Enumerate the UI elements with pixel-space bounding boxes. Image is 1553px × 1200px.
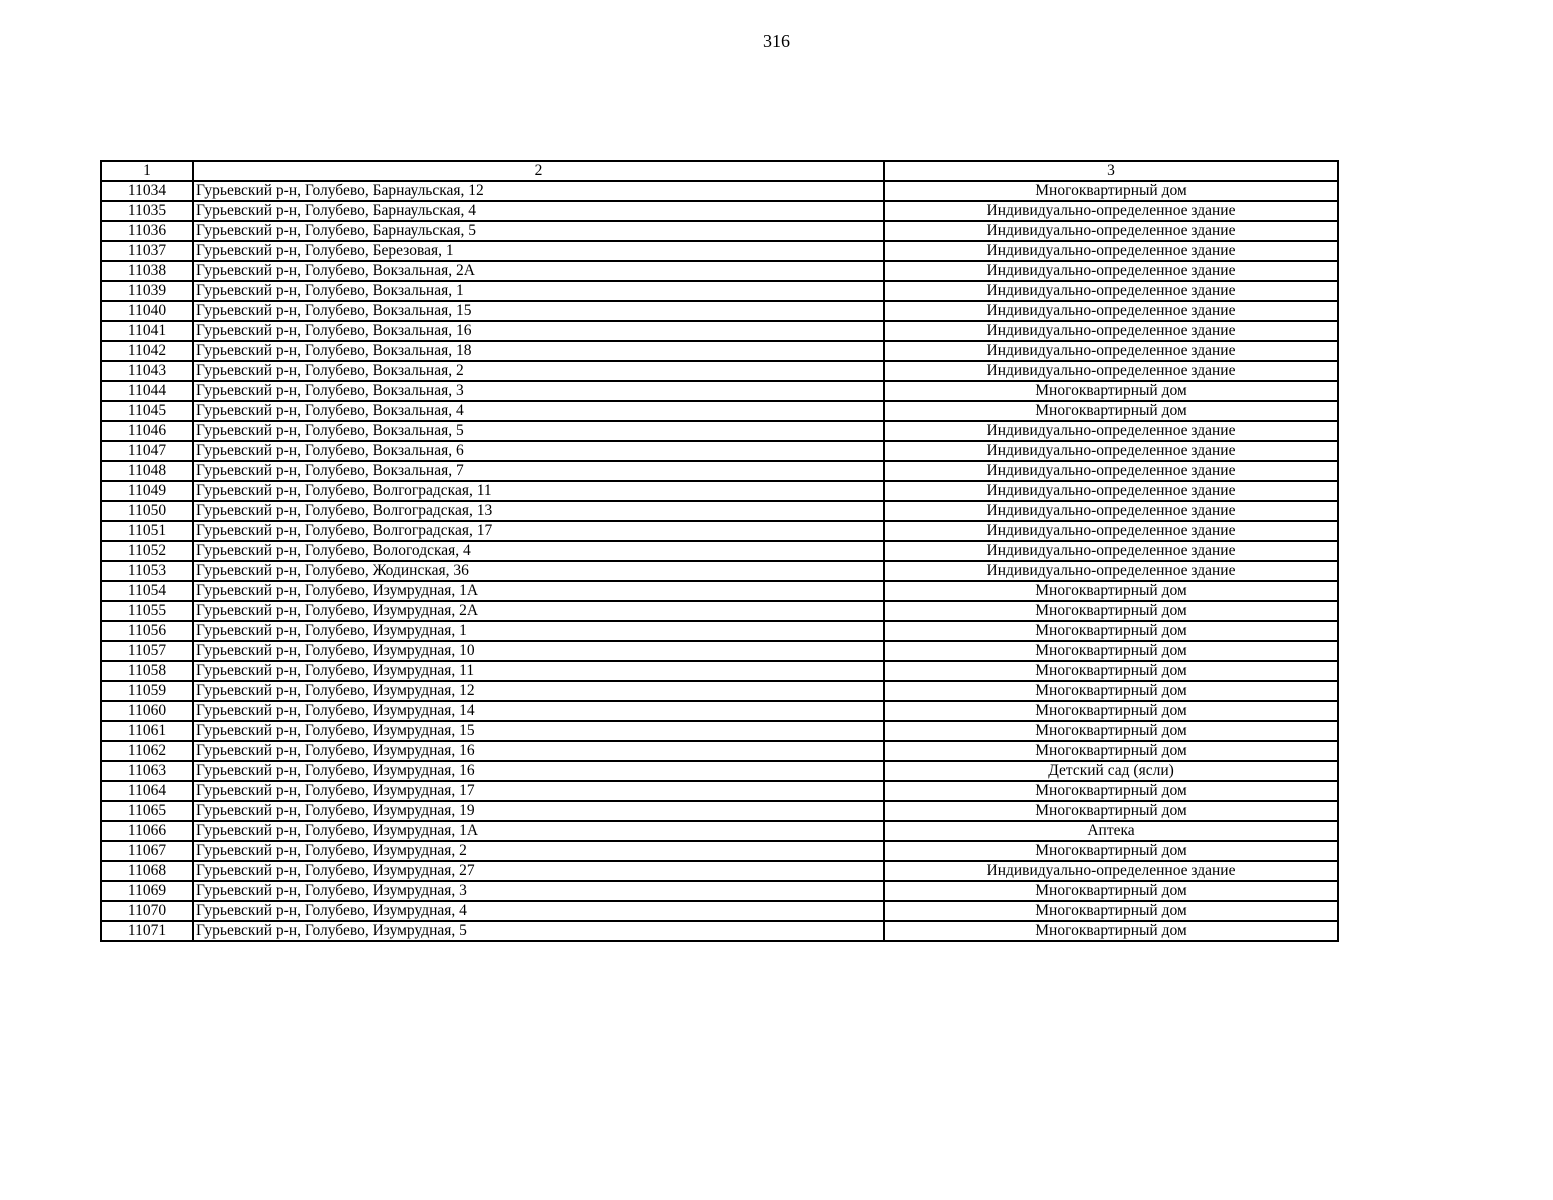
object-type-cell: Индивидуально-определенное здание: [884, 281, 1338, 301]
table-row: [101, 461, 1338, 481]
row-number-cell: 11065: [101, 801, 193, 821]
address-cell: Гурьевский р-н, Голубево, Изумрудная, 3: [193, 881, 884, 901]
address-cell: Гурьевский р-н, Голубево, Изумрудная, 2: [193, 841, 884, 861]
object-type-cell: Индивидуально-определенное здание: [884, 301, 1338, 321]
object-type-cell: Аптека: [884, 821, 1338, 841]
row-number-cell: 11071: [101, 921, 193, 941]
address-cell: Гурьевский р-н, Голубево, Вокзальная, 15: [193, 301, 884, 321]
object-type-cell: Многоквартирный дом: [884, 181, 1338, 201]
page-number: 316: [763, 31, 790, 51]
address-cell: Гурьевский р-н, Голубево, Вокзальная, 7: [193, 461, 884, 481]
table-row: [101, 801, 1338, 821]
address-cell: Гурьевский р-н, Голубево, Изумрудная, 1: [193, 621, 884, 641]
table-row: [101, 641, 1338, 661]
object-type-cell: Индивидуально-определенное здание: [884, 361, 1338, 381]
row-number-cell: 11068: [101, 861, 193, 881]
table-row: [101, 881, 1338, 901]
object-type-cell: Многоквартирный дом: [884, 581, 1338, 601]
row-number-cell: 11043: [101, 361, 193, 381]
address-cell: Гурьевский р-н, Голубево, Вологодская, 4: [193, 541, 884, 561]
table-row: [101, 861, 1338, 881]
row-number-cell: 11045: [101, 401, 193, 421]
row-number-cell: 11059: [101, 681, 193, 701]
object-type-cell: Многоквартирный дом: [884, 801, 1338, 821]
table-row: [101, 781, 1338, 801]
address-cell: Гурьевский р-н, Голубево, Изумрудная, 10: [193, 641, 884, 661]
table-row: [101, 241, 1338, 261]
object-type-cell: Индивидуально-определенное здание: [884, 481, 1338, 501]
object-type-cell: Многоквартирный дом: [884, 901, 1338, 921]
address-cell: Гурьевский р-н, Голубево, Изумрудная, 16: [193, 761, 884, 781]
row-number-cell: 11057: [101, 641, 193, 661]
address-cell: Гурьевский р-н, Голубево, Жодинская, 36: [193, 561, 884, 581]
address-cell: Гурьевский р-н, Голубево, Барнаульская, 4: [193, 201, 884, 221]
object-type-cell: Индивидуально-определенное здание: [884, 521, 1338, 541]
address-cell: Гурьевский р-н, Голубево, Березовая, 1: [193, 241, 884, 261]
table-row: [101, 701, 1338, 721]
address-cell: Гурьевский р-н, Голубево, Вокзальная, 18: [193, 341, 884, 361]
table-row: [101, 821, 1338, 841]
table-row: [101, 621, 1338, 641]
address-cell: Гурьевский р-н, Голубево, Изумрудная, 1А: [193, 581, 884, 601]
object-type-cell: Индивидуально-определенное здание: [884, 461, 1338, 481]
row-number-cell: 11070: [101, 901, 193, 921]
row-number-cell: 11051: [101, 521, 193, 541]
object-type-cell: Многоквартирный дом: [884, 741, 1338, 761]
row-number-cell: 11063: [101, 761, 193, 781]
address-cell: Гурьевский р-н, Голубево, Вокзальная, 3: [193, 381, 884, 401]
object-type-cell: Многоквартирный дом: [884, 401, 1338, 421]
row-number-cell: 11038: [101, 261, 193, 281]
address-cell: Гурьевский р-н, Голубево, Вокзальная, 5: [193, 421, 884, 441]
object-type-cell: Многоквартирный дом: [884, 601, 1338, 621]
table-header: [101, 161, 1338, 181]
object-type-cell: Многоквартирный дом: [884, 781, 1338, 801]
table-row: [101, 201, 1338, 221]
header-cell-3: 3: [884, 161, 1338, 181]
row-number-cell: 11046: [101, 421, 193, 441]
header-cell-2: 2: [193, 161, 884, 181]
table-row: [101, 501, 1338, 521]
address-cell: Гурьевский р-н, Голубево, Барнаульская, 5: [193, 221, 884, 241]
address-cell: Гурьевский р-н, Голубево, Изумрудная, 14: [193, 701, 884, 721]
address-cell: Гурьевский р-н, Голубево, Волгоградская, 13: [193, 501, 884, 521]
table-row: [101, 681, 1338, 701]
row-number-cell: 11047: [101, 441, 193, 461]
object-type-cell: Многоквартирный дом: [884, 921, 1338, 941]
address-cell: Гурьевский р-н, Голубево, Изумрудная, 15: [193, 721, 884, 741]
address-cell: Гурьевский р-н, Голубево, Изумрудная, 5: [193, 921, 884, 941]
table-row: [101, 381, 1338, 401]
row-number-cell: 11062: [101, 741, 193, 761]
table-row: [101, 901, 1338, 921]
row-number-cell: 11067: [101, 841, 193, 861]
row-number-cell: 11044: [101, 381, 193, 401]
row-number-cell: 11053: [101, 561, 193, 581]
table-row: [101, 521, 1338, 541]
table-row: [101, 561, 1338, 581]
table-body: [101, 181, 1338, 941]
header-cell-1: 1: [101, 161, 193, 181]
address-cell: Гурьевский р-н, Голубево, Вокзальная, 2А: [193, 261, 884, 281]
row-number-cell: 11049: [101, 481, 193, 501]
object-type-cell: Индивидуально-определенное здание: [884, 341, 1338, 361]
address-cell: Гурьевский р-н, Голубево, Изумрудная, 19: [193, 801, 884, 821]
address-cell: Гурьевский р-н, Голубево, Изумрудная, 27: [193, 861, 884, 881]
table-row: [101, 281, 1338, 301]
object-type-cell: Многоквартирный дом: [884, 721, 1338, 741]
object-type-cell: Детский сад (ясли): [884, 761, 1338, 781]
object-type-cell: Индивидуально-определенное здание: [884, 221, 1338, 241]
row-number-cell: 11064: [101, 781, 193, 801]
address-cell: Гурьевский р-н, Голубево, Вокзальная, 2: [193, 361, 884, 381]
object-type-cell: Индивидуально-определенное здание: [884, 321, 1338, 341]
object-type-cell: Многоквартирный дом: [884, 381, 1338, 401]
table-row: [101, 221, 1338, 241]
row-number-cell: 11037: [101, 241, 193, 261]
address-cell: Гурьевский р-н, Голубево, Изумрудная, 4: [193, 901, 884, 921]
table-row: [101, 921, 1338, 941]
table-row: [101, 481, 1338, 501]
address-cell: Гурьевский р-н, Голубево, Изумрудная, 12: [193, 681, 884, 701]
table-row: [101, 541, 1338, 561]
row-number-cell: 11058: [101, 661, 193, 681]
table-row: [101, 721, 1338, 741]
address-cell: Гурьевский р-н, Голубево, Изумрудная, 17: [193, 781, 884, 801]
row-number-cell: 11069: [101, 881, 193, 901]
address-cell: Гурьевский р-н, Голубево, Вокзальная, 6: [193, 441, 884, 461]
object-type-cell: Индивидуально-определенное здание: [884, 861, 1338, 881]
table-row: [101, 841, 1338, 861]
table-row: [101, 401, 1338, 421]
row-number-cell: 11041: [101, 321, 193, 341]
address-cell: Гурьевский р-н, Голубево, Барнаульская, 12: [193, 181, 884, 201]
address-cell: Гурьевский р-н, Голубево, Изумрудная, 2А: [193, 601, 884, 621]
address-cell: Гурьевский р-н, Голубево, Вокзальная, 1: [193, 281, 884, 301]
address-cell: Гурьевский р-н, Голубево, Изумрудная, 11: [193, 661, 884, 681]
row-number-cell: 11034: [101, 181, 193, 201]
table-row: [101, 421, 1338, 441]
row-number-cell: 11048: [101, 461, 193, 481]
row-number-cell: 11055: [101, 601, 193, 621]
object-type-cell: Индивидуально-определенное здание: [884, 501, 1338, 521]
table-row: [101, 301, 1338, 321]
object-type-cell: Многоквартирный дом: [884, 661, 1338, 681]
object-type-cell: Многоквартирный дом: [884, 641, 1338, 661]
table-row: [101, 761, 1338, 781]
object-type-cell: Многоквартирный дом: [884, 681, 1338, 701]
table-row: [101, 601, 1338, 621]
address-cell: Гурьевский р-н, Голубево, Вокзальная, 4: [193, 401, 884, 421]
object-type-cell: Индивидуально-определенное здание: [884, 261, 1338, 281]
row-number-cell: 11060: [101, 701, 193, 721]
table-row: [101, 361, 1338, 381]
address-cell: Гурьевский р-н, Голубево, Волгоградская, 11: [193, 481, 884, 501]
table-row: [101, 181, 1338, 201]
row-number-cell: 11042: [101, 341, 193, 361]
object-type-cell: Многоквартирный дом: [884, 621, 1338, 641]
row-number-cell: 11039: [101, 281, 193, 301]
row-number-cell: 11040: [101, 301, 193, 321]
table-row: [101, 581, 1338, 601]
address-cell: Гурьевский р-н, Голубево, Изумрудная, 1А: [193, 821, 884, 841]
registry-table: [100, 160, 1339, 942]
table-row: [101, 341, 1338, 361]
address-cell: Гурьевский р-н, Голубево, Изумрудная, 16: [193, 741, 884, 761]
object-type-cell: Индивидуально-определенное здание: [884, 561, 1338, 581]
row-number-cell: 11035: [101, 201, 193, 221]
table-row: [101, 661, 1338, 681]
object-type-cell: Индивидуально-определенное здание: [884, 421, 1338, 441]
object-type-cell: Индивидуально-определенное здание: [884, 441, 1338, 461]
address-cell: Гурьевский р-н, Голубево, Волгоградская, 17: [193, 521, 884, 541]
object-type-cell: Индивидуально-определенное здание: [884, 241, 1338, 261]
address-cell: Гурьевский р-н, Голубево, Вокзальная, 16: [193, 321, 884, 341]
object-type-cell: Индивидуально-определенное здание: [884, 541, 1338, 561]
object-type-cell: Многоквартирный дом: [884, 701, 1338, 721]
row-number-cell: 11052: [101, 541, 193, 561]
row-number-cell: 11050: [101, 501, 193, 521]
table-row: [101, 261, 1338, 281]
table-row: [101, 441, 1338, 461]
object-type-cell: Индивидуально-определенное здание: [884, 201, 1338, 221]
header-row: [101, 161, 1338, 181]
row-number-cell: 11061: [101, 721, 193, 741]
table-row: [101, 321, 1338, 341]
row-number-cell: 11054: [101, 581, 193, 601]
table-row: [101, 741, 1338, 761]
row-number-cell: 11036: [101, 221, 193, 241]
object-type-cell: Многоквартирный дом: [884, 841, 1338, 861]
row-number-cell: 11066: [101, 821, 193, 841]
object-type-cell: Многоквартирный дом: [884, 881, 1338, 901]
row-number-cell: 11056: [101, 621, 193, 641]
